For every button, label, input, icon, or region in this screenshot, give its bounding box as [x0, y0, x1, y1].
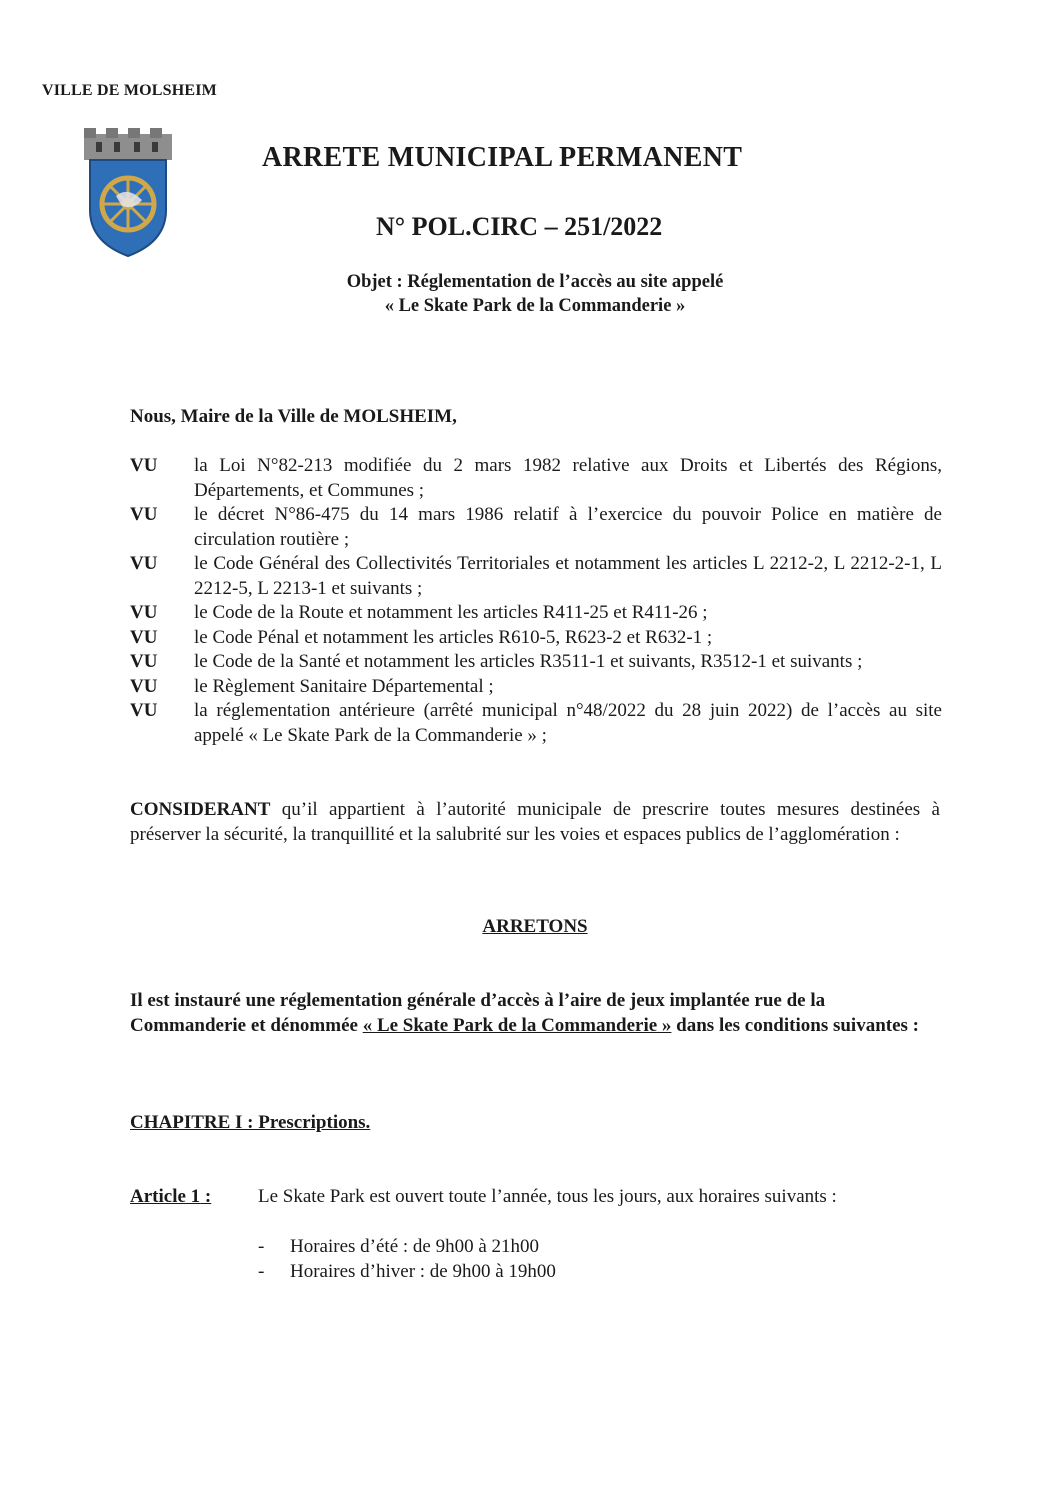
considerant-label: CONSIDERANT — [130, 799, 271, 820]
hours-text: Horaires d’été : de 9h00 à 21h00 — [290, 1236, 540, 1257]
town-name: VILLE DE MOLSHEIM — [42, 82, 217, 99]
vu-key: VU — [130, 651, 158, 672]
vu-text: le Règlement Sanitaire Départemental ; — [194, 675, 494, 697]
vu-key: VU — [130, 700, 158, 721]
intro-skatepark-name: « Le Skate Park de la Commanderie » — [362, 1015, 672, 1036]
document-object — [250, 270, 820, 318]
vu-text: le Code de la Santé et notamment les articles R3511-1 et suivants, R3512-1 et suivants ; — [194, 651, 863, 672]
vu-item — [130, 601, 942, 626]
coat-of-arms-icon — [76, 126, 180, 260]
intro-paragraph — [130, 988, 940, 1038]
article-1-label-text: Article 1 — [130, 1186, 201, 1207]
hours-text: Horaires d’hiver : de 9h00 à 19h00 — [290, 1261, 556, 1282]
vu-list — [130, 454, 942, 748]
considerant-text: qu’il appartient à l’autorité municipale de prescrire toutes mesures destinées à préserver la sécurité, la tranquillité et la salubrité sur les voies et espaces publics de l’agglomération : — [130, 799, 940, 845]
vu-item — [130, 675, 942, 700]
vu-item — [130, 699, 942, 748]
vu-key: VU — [130, 504, 158, 525]
vu-item — [130, 552, 942, 601]
vu-item — [130, 650, 942, 675]
object-line-1: Objet : Réglementation de l’accès au site appelé — [346, 272, 724, 292]
document-title: ARRETE MUNICIPAL PERMANENT — [262, 142, 743, 173]
vu-item — [130, 626, 942, 651]
intro-part-2: dans les conditions suivantes : — [671, 1015, 920, 1036]
vu-item — [130, 454, 942, 503]
vu-key: VU — [130, 455, 158, 476]
list-dash: - — [258, 1261, 265, 1282]
object-line-2: « Le Skate Park de la Commanderie » — [384, 296, 686, 316]
hours-list — [258, 1234, 556, 1284]
vu-item — [130, 503, 942, 552]
nous-line: Nous, Maire de la Ville de MOLSHEIM, — [130, 406, 457, 427]
arretons-heading — [130, 916, 940, 938]
hours-item — [258, 1234, 556, 1259]
chapter-heading: CHAPITRE I : Prescriptions. — [130, 1112, 371, 1133]
intro-part-1: Il est instauré une réglementation générale d’accès à l’aire de jeux implantée rue de la Commanderie et dénommée — [130, 990, 826, 1036]
vu-key: VU — [130, 602, 158, 623]
article-1-label — [130, 1186, 211, 1208]
hours-item — [258, 1259, 556, 1284]
article-1-colon: : — [200, 1186, 212, 1207]
list-dash: - — [258, 1236, 265, 1257]
document-number: N° POL.CIRC – 251/2022 — [376, 212, 663, 241]
vu-text: le Code Pénal et notamment les articles R610-5, R623-2 et R632-1 ; — [194, 626, 713, 648]
vu-key: VU — [130, 626, 158, 648]
vu-text: le Code de la Route et notamment les articles R411-25 et R411-26 ; — [194, 602, 708, 623]
vu-key: VU — [130, 675, 158, 697]
considerant-paragraph — [130, 798, 940, 847]
arretons-label: ARRETONS — [482, 916, 588, 937]
article-1-text: Le Skate Park est ouvert toute l’année, tous les jours, aux horaires suivants : — [258, 1186, 837, 1207]
vu-key: VU — [130, 553, 158, 574]
vu-text: la réglementation antérieure (arrêté municipal n°48/2022 du 28 juin 2022) de l’accès au site appelé « Le Skate Park de la Commanderie » ; — [194, 700, 942, 746]
vu-text: le décret N°86-475 du 14 mars 1986 relatif à l’exercice du pouvoir Police en matière de circulation routière ; — [194, 504, 942, 550]
vu-text: la Loi N°82-213 modifiée du 2 mars 1982 relative aux Droits et Libertés des Régions, Départements, et Communes ; — [194, 455, 942, 501]
vu-text: le Code Général des Collectivités Territoriales et notamment les articles L 2212-2, L 2212-2-1, L 2212-5, L 2213-1 et suivants ; — [194, 553, 942, 599]
